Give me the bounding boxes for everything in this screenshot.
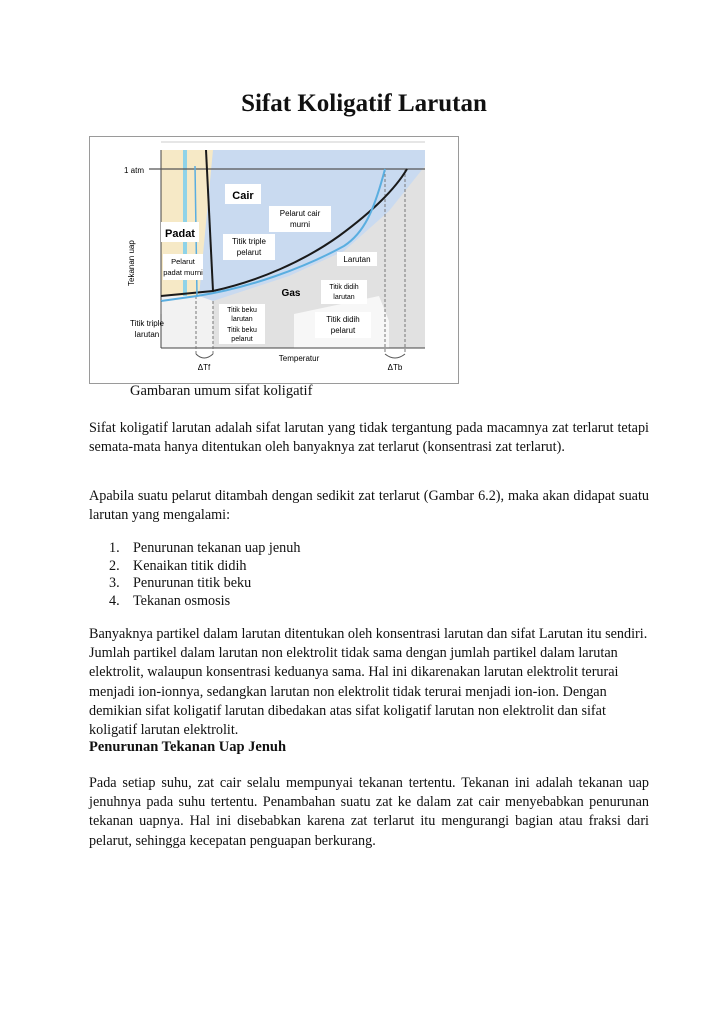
label-titik-triple-pelarut-2: pelarut — [236, 248, 262, 257]
label-temperatur: Temperatur — [278, 354, 320, 363]
list-item: 2. Kenaikan titik didih — [109, 557, 247, 574]
label-pelarut-padat-2: padat murni — [163, 268, 203, 277]
section-heading: Penurunan Tekanan Uap Jenuh — [89, 739, 287, 755]
colligative-properties-list — [89, 540, 300, 610]
paragraph-particles: Banyaknya partikel dalam larutan ditentukan oleh konsentrasi larutan dan sifat Larutan itu sendiri. Jumlah partikel dalam larutan non elektrolit tidak sama dengan jumlah partikel dalam larutan elektrolit, walaupun konsentrasi keduanya sama. Hal ini dikarenakan larutan elektrolit terurai menjadi ion-ionnya, sedangkan larutan non elektrolit tidak terurai menjadi ion-ion. Dengan demikian sifat koligatif larutan dibedakan atas sifat koligatif larutan non elektrolit dan sifat koligatif larutan elektrolit. — [89, 626, 648, 739]
label-titik-didih-pelarut-1: Titik didih — [326, 315, 360, 324]
label-titik-triple-larutan-2: larutan — [134, 330, 160, 339]
label-titik-didih-larutan-1: Titik didih — [329, 284, 359, 291]
label-delta-tb: ΔTb — [387, 363, 403, 372]
label-titik-triple-larutan-1: Titik triple — [130, 319, 164, 328]
label-pelarut-padat-1: Pelarut — [171, 257, 195, 266]
label-gas: Gas — [281, 288, 301, 299]
paragraph-intro-list: Apabila suatu pelarut ditambah dengan sedikit zat terlarut (Gambar 6.2), maka akan didapat suatu larutan yang mengalami: — [89, 488, 649, 524]
label-titik-beku-pelarut-2: pelarut — [231, 336, 253, 343]
paragraph-definition: Sifat koligatif larutan adalah sifat larutan yang tidak tergantung pada macamnya zat terlarut tetapi semata-mata hanya ditentukan oleh banyaknya zat terlarut (konsentrasi zat terlarut). — [89, 420, 649, 456]
paragraph-vapor-pressure: Pada setiap suhu, zat cair selalu mempunyai tekanan tertentu. Tekanan ini adalah tekanan uap jenuhnya pada suhu tertentu. Penambahan suatu zat ke dalam zat cair menyebabkan penurunan tekanan uapnya. Hal ini disebabkan karena zat terlarut itu mengurangi bagian atau fraksi dari pelarut, sehingga kecepatan penguapan berkurang. — [89, 775, 649, 849]
figure-caption: Gambaran umum sifat koligatif — [130, 383, 313, 399]
label-titik-beku-larutan-2: larutan — [231, 316, 253, 323]
label-pelarut-cair-2: murni — [289, 220, 311, 229]
label-y-axis: Tekanan uap — [127, 240, 136, 286]
label-titik-didih-pelarut-2: pelarut — [330, 326, 356, 335]
page-title: Sifat Koligatif Larutan — [241, 90, 487, 117]
label-larutan: Larutan — [343, 255, 371, 264]
label-titik-beku-pelarut-1: Titik beku — [227, 327, 257, 334]
list-item: 3. Penurunan titik beku — [109, 575, 252, 591]
phase-diagram-figure — [89, 136, 459, 384]
label-titik-triple-pelarut-1: Titik triple — [232, 237, 266, 246]
label-titik-beku-larutan-1: Titik beku — [227, 307, 257, 314]
list-item: 1. Penurunan tekanan uap jenuh — [109, 540, 301, 556]
label-titik-didih-larutan-2: larutan — [333, 294, 355, 301]
label-delta-tf: ΔTf — [197, 363, 211, 372]
region-low — [161, 296, 213, 348]
label-padat: Padat — [165, 228, 195, 240]
label-pelarut-cair-1: Pelarut cair — [279, 209, 321, 218]
label-cair: Cair — [232, 190, 254, 202]
label-1-atm: 1 atm — [124, 166, 145, 175]
list-item: 4. Tekanan osmosis — [109, 592, 231, 609]
